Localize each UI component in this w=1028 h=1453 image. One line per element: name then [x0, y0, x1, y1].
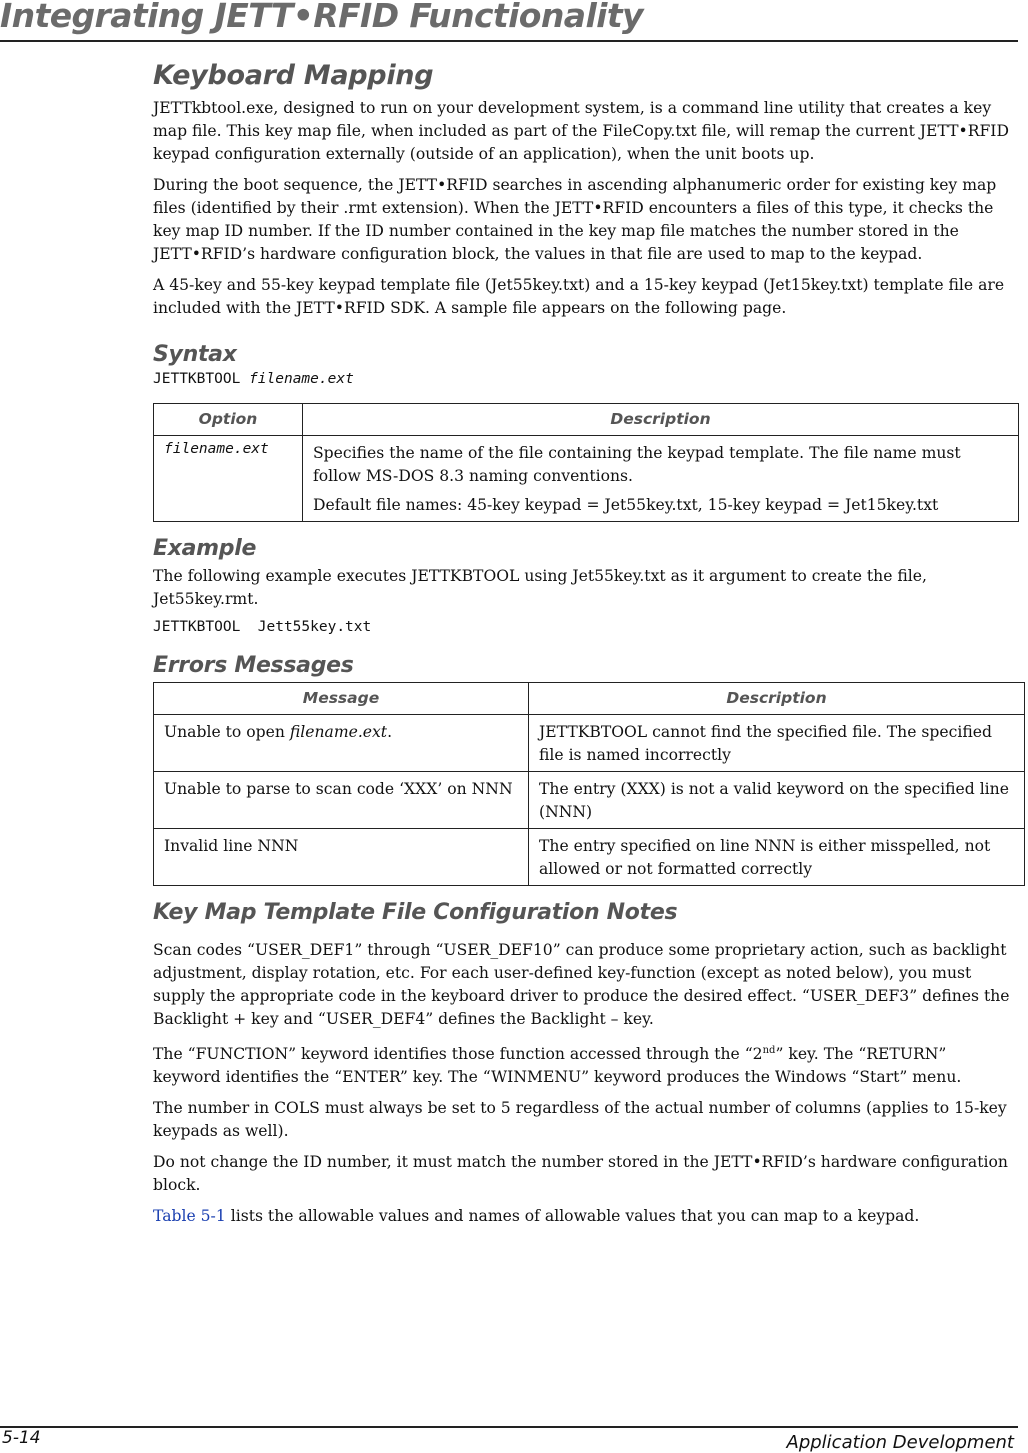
page-content — [153, 56, 1015, 1236]
error-message-cell — [154, 715, 529, 772]
error-message-cell: Invalid line NNN — [154, 829, 529, 886]
error-message-suffix: . — [387, 723, 393, 741]
example-heading: Example — [153, 536, 257, 561]
table-row — [154, 436, 1019, 522]
error-message-text: Unable to open — [164, 723, 290, 741]
intro-paragraph-2: During the boot sequence, the JETT•RFID searches in ascending alphanumeric order for existing key map files (identified by their .rmt extension). When the JETT•RFID encounters a files of this type, it checks the key map ID number. If the ID number contained in the key map file matches the number stored in the JETT•RFID’s hardware configuration block, the values in that file are used to map to the keypad. — [153, 176, 997, 263]
table-row — [154, 715, 1025, 772]
option-description: Specifies the name of the file containing the keypad template. The file name must follow MS-DOS 8.3 naming conventions. — [313, 444, 961, 485]
syntax-options-table — [153, 403, 1019, 522]
notes-paragraph-2 — [153, 1039, 1015, 1089]
column-header-message: Message — [154, 683, 529, 715]
notes-superscript: nd — [762, 1045, 776, 1056]
syntax-heading: Syntax — [153, 342, 237, 367]
syntax-command-line — [153, 371, 1015, 387]
section-title: Keyboard Mapping — [153, 60, 434, 91]
description-cell — [303, 436, 1019, 522]
notes-paragraph-5 — [153, 1205, 1015, 1228]
errors-heading: Errors Messages — [153, 653, 354, 678]
error-description-cell: JETTKBTOOL cannot find the specified file. The specified file is named incorrectly — [529, 715, 1025, 772]
example-text: The following example executes JETTKBTOOL using Jet55key.txt as it argument to create the file, Jet55key.rmt. — [153, 567, 927, 608]
intro-paragraph-3: A 45-key and 55-key keypad template file (Jet55key.txt) and a 15-key keypad (Jet15key.txt) template file are included with the JETT•RFID SDK. A sample file appears on the following page. — [153, 276, 1005, 317]
footer-title: Application Development — [786, 1432, 1014, 1453]
column-header-option: Option — [154, 404, 303, 436]
notes-paragraph-4: Do not change the ID number, it must match the number stored in the JETT•RFID’s hardware configuration block. — [153, 1153, 1008, 1195]
errors-table — [153, 682, 1025, 886]
header-rule — [0, 40, 1018, 42]
table-header-row — [154, 404, 1019, 436]
column-header-description: Description — [529, 683, 1025, 715]
table-row — [154, 829, 1025, 886]
error-message-filename: filename.ext — [289, 723, 388, 741]
column-header-description: Description — [303, 404, 1019, 436]
intro-paragraph-1: JETTkbtool.exe, designed to run on your development system, is a command line utility that creates a key map file. This key map file, when included as part of the FileCopy.txt file, will remap the current JETT•RFID keypad configuration externally (outside of an application), when the unit boots up. — [153, 99, 1009, 163]
error-description-cell: The entry (XXX) is not a valid keyword on the specified line (NNN) — [529, 772, 1025, 829]
table-reference-link[interactable]: Table 5-1 — [153, 1207, 226, 1226]
option-cell: filename.ext — [154, 436, 303, 522]
notes-paragraph-2-end: ” key. The “RETURN” keyword identifies the “ENTER” key. The “WINMENU” keyword produces the Windows “Start” menu. — [153, 1045, 962, 1087]
notes-paragraph-2-start: The “FUNCTION” keyword identifies those function accessed through the “2 — [153, 1045, 763, 1064]
footer-rule — [0, 1426, 1018, 1428]
syntax-command: JETTKBTOOL — [153, 371, 241, 387]
notes-heading: Key Map Template File Configuration Notes — [153, 900, 678, 925]
table-row — [154, 772, 1025, 829]
notes-paragraph-5-text: lists the allowable values and names of allowable values that you can map to a keypad. — [225, 1207, 920, 1226]
notes-paragraph-1: Scan codes “USER_DEF1” through “USER_DEF10” can produce some proprietary action, such as backlight adjustment, display rotation, etc. For each user-defined key-function (except as noted below), you must supply the appropriate code in the keyboard driver to produce the desired effect. “USER_DEF3” defines the Backlight + key and “USER_DEF4” defines the Backlight – key. — [153, 941, 1010, 1028]
page-number: 5-14 — [2, 1428, 41, 1448]
error-description-cell: The entry specified on line NNN is either misspelled, not allowed or not formatted correctly — [529, 829, 1025, 886]
example-code: JETTKBTOOL Jett55key.txt — [153, 619, 372, 635]
page-header-title: Integrating JETT•RFID Functionality — [0, 0, 643, 35]
notes-paragraph-3: The number in COLS must always be set to 5 regardless of the actual number of columns (applies to 15-key keypads as well). — [153, 1099, 1007, 1141]
error-message-cell: Unable to parse to scan code ‘XXX’ on NNN — [154, 772, 529, 829]
syntax-argument: filename.ext — [249, 371, 354, 387]
option-default-names: Default file names: 45-key keypad = Jet55key.txt, 15-key keypad = Jet15key.txt — [313, 496, 939, 514]
table-header-row — [154, 683, 1025, 715]
